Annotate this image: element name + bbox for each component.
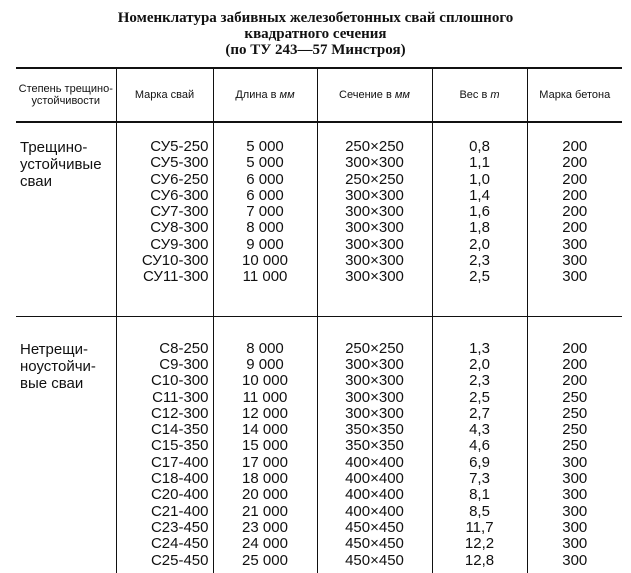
length-value: 9 000: [246, 355, 284, 373]
section-value: 300×300: [345, 372, 404, 390]
mark-value: С15-350: [150, 437, 209, 455]
title-line-3: (по ТУ 243—57 Минстроя): [225, 42, 406, 58]
concrete-value: 200: [562, 186, 588, 204]
section-value: 400×400: [345, 453, 404, 471]
length-value: 10 000: [242, 372, 288, 390]
group-row: [16, 316, 622, 573]
section-value: 350×350: [345, 437, 404, 455]
mark-value: С9-300: [159, 355, 209, 373]
group-label: Трещино- устойчивые сваи: [20, 139, 102, 190]
mark-value: С8-250: [159, 339, 209, 357]
length-value: 8 000: [246, 219, 284, 237]
header-length: Длина в мм: [213, 68, 317, 122]
mark-value: СУ8-300: [150, 219, 209, 237]
section-value: 300×300: [345, 404, 404, 422]
weight-value: 4,3: [469, 421, 490, 439]
weight-value: 2,3: [469, 252, 490, 270]
section-value: 300×300: [345, 219, 404, 237]
weight-value: 1,8: [469, 219, 490, 237]
weight-cell: [432, 316, 527, 573]
weight-value: 2,7: [469, 404, 490, 422]
concrete-value: 200: [562, 339, 588, 357]
concrete-value: 200: [562, 219, 588, 237]
weight-value: 1,3: [469, 339, 490, 357]
mark-value: СУ6-300: [150, 186, 209, 204]
section-value: 300×300: [345, 252, 404, 270]
mark-value: С21-400: [150, 502, 209, 520]
mark-cell: [116, 122, 213, 316]
concrete-cell: [527, 122, 622, 316]
concrete-value: 300: [562, 486, 588, 504]
concrete-value: 200: [562, 154, 588, 172]
concrete-value: 200: [562, 138, 588, 155]
length-value: 24 000: [242, 535, 288, 553]
length-value: 21 000: [242, 502, 288, 520]
section-value: 300×300: [345, 203, 404, 221]
concrete-value: 300: [562, 518, 588, 536]
section-value: 400×400: [345, 470, 404, 488]
group-row: [16, 122, 622, 316]
mark-value: С24-450: [150, 535, 209, 553]
mark-value: С23-450: [150, 518, 209, 536]
header-concrete: Марка бетона: [527, 68, 622, 122]
length-value: 23 000: [242, 518, 288, 536]
concrete-value: 300: [562, 235, 588, 253]
group-label-cell: [16, 122, 116, 316]
concrete-value: 300: [562, 535, 588, 553]
section-value: 300×300: [345, 355, 404, 373]
length-value: 11 000: [242, 388, 288, 406]
weight-value: 8,5: [469, 502, 490, 520]
weight-value: 8,1: [469, 486, 490, 504]
mark-value: СУ9-300: [150, 235, 209, 253]
length-value: 20 000: [242, 486, 288, 504]
header-row: [16, 68, 622, 122]
weight-value: 0,8: [469, 138, 490, 155]
length-value: 18 000: [242, 470, 288, 488]
mark-value: С25-450: [150, 551, 209, 569]
weight-value: 2,0: [469, 235, 490, 253]
mark-value: СУ6-250: [150, 170, 209, 188]
section-value: 450×450: [345, 535, 404, 553]
concrete-value: 250: [562, 388, 588, 406]
length-value: 15 000: [242, 437, 288, 455]
length-value: 14 000: [242, 421, 288, 439]
mark-value: СУ10-300: [141, 252, 209, 270]
concrete-value: 300: [562, 470, 588, 488]
section-value: 400×400: [345, 486, 404, 504]
length-value: 5 000: [246, 154, 284, 172]
group-label-cell: [16, 316, 116, 573]
weight-value: 12,8: [464, 551, 495, 569]
length-value: 9 000: [246, 235, 284, 253]
mark-value: СУ5-250: [150, 138, 209, 155]
mark-value: С12-300: [150, 404, 209, 422]
weight-value: 11,7: [465, 518, 494, 536]
concrete-value: 250: [562, 404, 588, 422]
section-cell: [317, 122, 432, 316]
length-value: 10 000: [242, 252, 288, 270]
section-value: 300×300: [345, 268, 404, 286]
weight-value: 1,4: [469, 186, 490, 204]
header-degree: Степень трещино- устойчивости: [16, 68, 116, 122]
concrete-value: 300: [562, 502, 588, 520]
section-cell: [317, 316, 432, 573]
mark-value: С17-400: [150, 453, 209, 471]
section-value: 300×300: [345, 186, 404, 204]
mark-value: С11-300: [152, 388, 209, 406]
section-value: 450×450: [345, 518, 404, 536]
header-mark: Марка свай: [116, 68, 213, 122]
concrete-value: 250: [562, 421, 588, 439]
section-value: 300×300: [345, 388, 404, 406]
concrete-cell: [527, 316, 622, 573]
length-value: 6 000: [246, 170, 284, 188]
section-value: 300×300: [345, 154, 404, 172]
length-value: 17 000: [242, 453, 288, 471]
header-section: Сечение в мм: [317, 68, 432, 122]
concrete-value: 200: [562, 170, 588, 188]
title-line-2: квадратного сечения: [244, 26, 387, 42]
section-value: 300×300: [345, 235, 404, 253]
weight-value: 6,9: [469, 453, 490, 471]
section-value: 450×450: [345, 551, 404, 569]
weight-value: 2,5: [469, 388, 490, 406]
concrete-value: 300: [562, 252, 588, 270]
weight-value: 1,6: [469, 203, 490, 221]
weight-value: 2,5: [469, 268, 490, 286]
concrete-value: 300: [562, 268, 588, 286]
weight-value: 2,3: [469, 372, 490, 390]
mark-cell: [116, 316, 213, 573]
section-value: 400×400: [345, 502, 404, 520]
concrete-value: 250: [562, 437, 588, 455]
weight-value: 1,1: [469, 154, 490, 172]
section-value: 250×250: [345, 138, 404, 155]
weight-value: 2,0: [469, 355, 490, 373]
title-line-1: Номенклатура забивных железобетонных свай сплошного: [117, 10, 514, 26]
section-value: 250×250: [345, 170, 404, 188]
piles-table: [16, 67, 622, 573]
length-value: 12 000: [242, 404, 288, 422]
section-value: 250×250: [345, 339, 404, 357]
length-cell: [213, 316, 317, 573]
length-value: 25 000: [242, 551, 288, 569]
mark-value: С10-300: [150, 372, 209, 390]
length-value: 8 000: [246, 339, 284, 357]
length-cell: [213, 122, 317, 316]
length-value: 7 000: [246, 203, 284, 221]
mark-value: С20-400: [150, 486, 209, 504]
section-value: 350×350: [345, 421, 404, 439]
group-label: Нетрещи- ноустойчи- вые сваи: [20, 340, 96, 392]
mark-value: СУ5-300: [150, 154, 209, 172]
concrete-value: 200: [562, 203, 588, 221]
concrete-value: 300: [562, 453, 588, 471]
length-value: 5 000: [246, 138, 284, 155]
mark-value: СУ11-300: [143, 268, 209, 286]
mark-value: С14-350: [150, 421, 209, 439]
weight-cell: [432, 122, 527, 316]
header-weight: Вес в т: [432, 68, 527, 122]
mark-value: С18-400: [150, 470, 209, 488]
page-title: [0, 10, 631, 58]
length-value: 11 000: [242, 268, 288, 286]
mark-value: СУ7-300: [150, 203, 209, 221]
weight-value: 1,0: [469, 170, 490, 188]
weight-value: 7,3: [469, 470, 490, 488]
concrete-value: 300: [562, 551, 588, 569]
concrete-value: 200: [562, 355, 588, 373]
weight-value: 12,2: [464, 535, 495, 553]
weight-value: 4,6: [469, 437, 490, 455]
concrete-value: 200: [562, 372, 588, 390]
length-value: 6 000: [246, 186, 284, 204]
